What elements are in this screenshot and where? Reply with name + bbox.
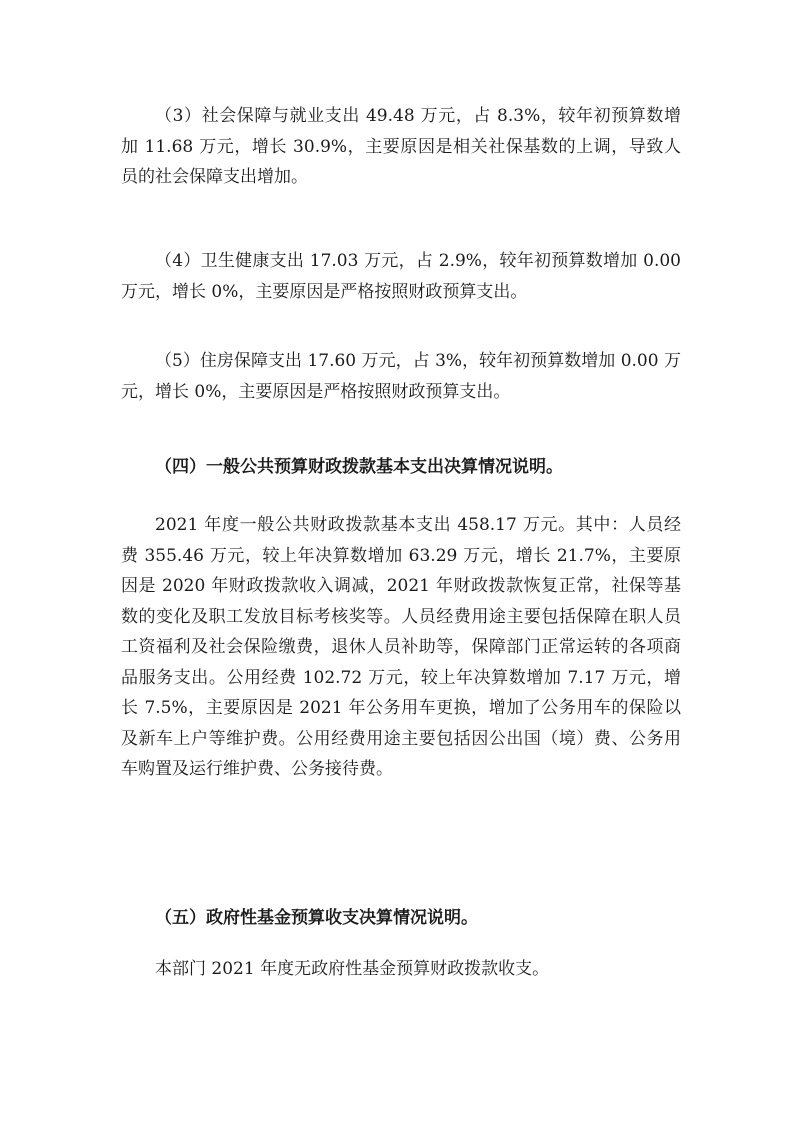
paragraph-social-security-expenditure: （3）社会保障与就业支出 49.48 万元，占 8.3%，较年初预算数增加 11.68 万元，增长 30.9%，主要原因是相关社保基数的上调，导致人员的社会保障支出增加。	[121, 106, 681, 187]
paragraph-housing-expenditure: （5）住房保障支出 17.60 万元，占 3%，较年初预算数增加 0.00 万元，增长 0%，主要原因是严格按照财政预算支出。	[121, 351, 681, 402]
section-heading-government-fund-budget: （五）政府性基金预算收支决算情况说明。	[155, 908, 478, 928]
paragraph-government-fund-budget: 本部门 2021 年度无政府性基金预算财政拨款收支。	[155, 959, 550, 979]
paragraph-basic-expenditure-details: 2021 年度一般公共财政拨款基本支出 458.17 万元。其中：人员经费 355.46 万元，较上年决算数增加 63.29 万元，增长 21.7%，主要原因是 2020 年财政拨款收入调减，2021 年财政拨款恢复正常，社保等基数的变化及职工发放目标考核奖等。人员经费用途主要包括保障在职人员工资福利及社会保险缴费，退休人员补助等，保障部门正常运转的各项商品服务支出。公用经费 102.72 万元，较上年决算数增加 7.17 万元，增长 7.5%，主要原因是 2021 年公务用车更换，增加了公务用车的保险以及新车上户等维护费。公用经费用途主要包括因公出国（境）费、公务用车购置及运行维护费、公务接待费。	[121, 515, 681, 779]
paragraph-health-expenditure: （4）卫生健康支出 17.03 万元，占 2.9%，较年初预算数增加 0.00 万元，增长 0%，主要原因是严格按照财政预算支出。	[121, 251, 681, 302]
section-heading-basic-expenditure: （四）一般公共预算财政拨款基本支出决算情况说明。	[155, 457, 563, 477]
